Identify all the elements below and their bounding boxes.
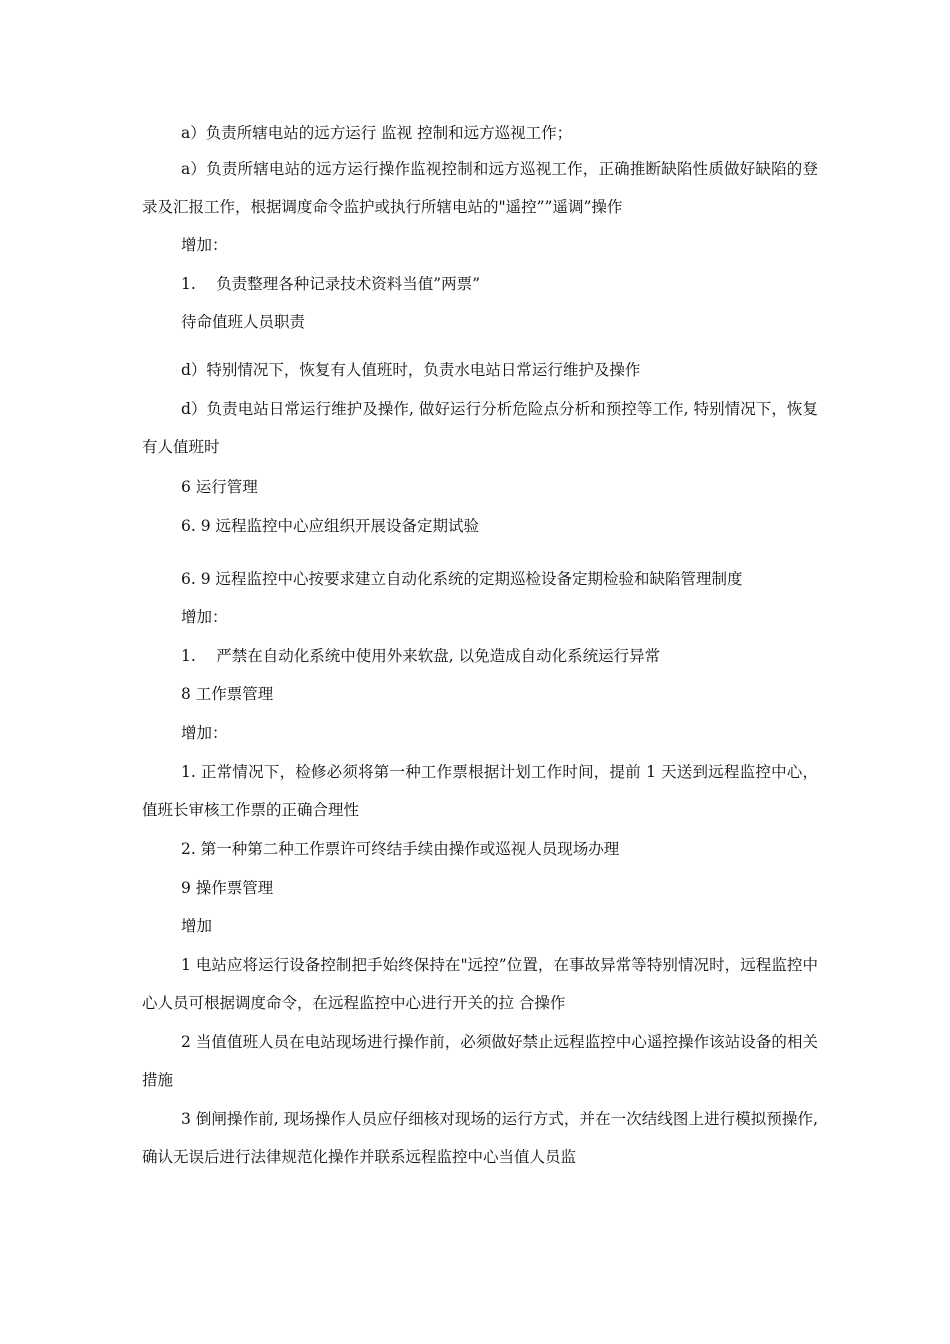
paragraph-clause-6-9-original: 6. 9 远程监控中心应组织开展设备定期试验: [181, 517, 480, 535]
paragraph-operation-item-2: 2 当值值班人员在电站现场进行操作前，必须做好禁止远程监控中心遥控操作该站设备的相关措施: [142, 1033, 818, 1089]
paragraph-addition-label: 增加: [181, 917, 213, 935]
paragraph-operation-item-1: 1 电站应将运行设备控制把手始终保持在"远控”位置，在事故异常等特别情况时，远程监控中心人员可根据调度命令，在远程监控中心进行开关的拉 合操作: [142, 956, 818, 1012]
paragraph-duty-a-original: a）负责所辖电站的远方运行 监视 控制和远方巡视工作；: [181, 124, 573, 142]
paragraph-addition-label: 增加：: [181, 724, 228, 742]
paragraph-addition-item: 1. 负责整理各种记录技术资料当值”两票”: [181, 275, 481, 293]
paragraph-addition-label: 增加：: [181, 608, 228, 626]
section-heading-operation-ticket: 9 操作票管理: [181, 879, 274, 897]
section-heading-work-ticket: 8 工作票管理: [181, 685, 274, 703]
paragraph-work-ticket-item-2: 2. 第一种第二种工作票许可终结手续由操作或巡视人员现场办理: [181, 840, 620, 858]
paragraph-clause-6-9-revised: 6. 9 远程监控中心按要求建立自动化系统的定期巡检设备定期检验和缺陷管理制度: [181, 570, 743, 588]
section-heading-operation-management: 6 运行管理: [181, 478, 258, 496]
paragraph-duty-a-revised: a）负责所辖电站的远方运行操作监视控制和远方巡视工作，正确推断缺陷性质做好缺陷的登录及汇报工作，根据调度命令监护或执行所辖电站的"遥控””遥调”操作: [142, 160, 818, 216]
paragraph-duty-d-revised: d）负责电站日常运行维护及操作, 做好运行分析危险点分析和预控等工作, 特别情况下，恢复有人值班时: [142, 400, 818, 456]
paragraph-addition-label: 增加：: [181, 236, 228, 254]
paragraph-operation-item-3: 3 倒闸操作前, 现场操作人员应仔细核对现场的运行方式，并在一次结线图上进行模拟预操作, 确认无误后进行法律规范化操作并联系远程监控中心当值人员监: [142, 1110, 818, 1166]
section-heading-standby-duties: 待命值班人员职责: [181, 313, 306, 331]
paragraph-addition-item: 1. 严禁在自动化系统中使用外来软盘, 以免造成自动化系统运行异常: [181, 647, 661, 665]
paragraph-duty-d-original: d）特别情况下，恢复有人值班时，负责水电站日常运行维护及操作: [181, 361, 641, 379]
paragraph-work-ticket-item-1: 1. 正常情况下，检修必须将第一种工作票根据计划工作时间，提前 1 天送到远程监控中心，值班长审核工作票的正确合理性: [142, 763, 818, 819]
